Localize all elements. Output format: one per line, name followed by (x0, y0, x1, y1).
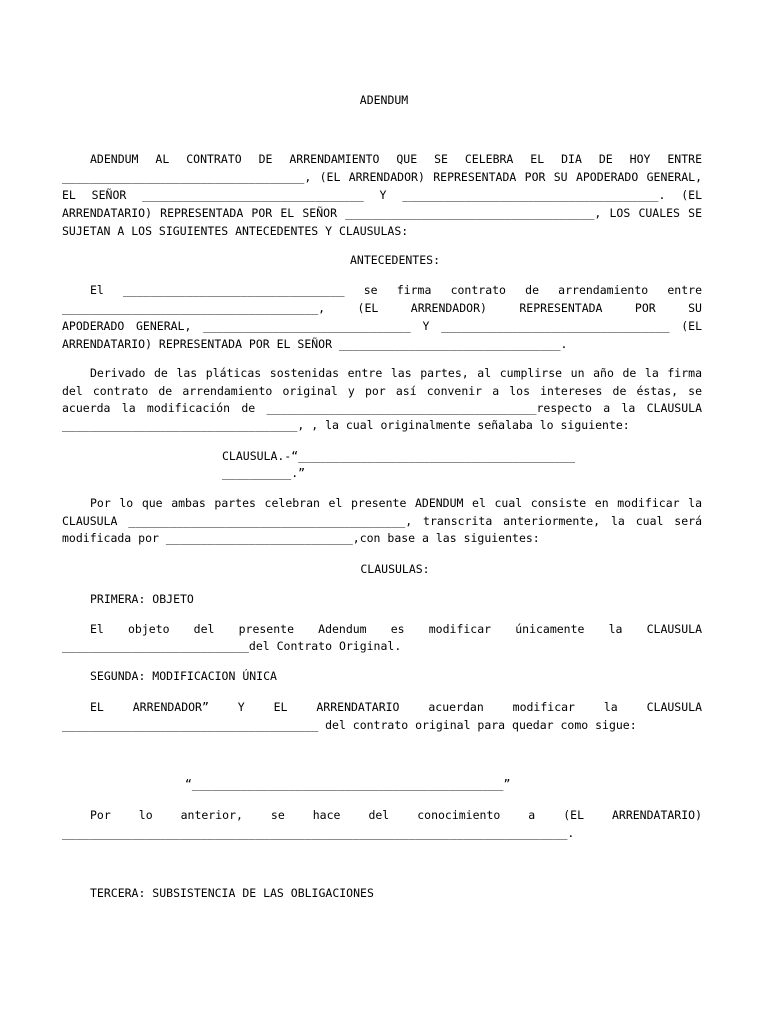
antecedentes-line: _____________________________________, (EL ARRENDADOR) REPRESENTADA POR SU (62, 301, 702, 315)
opening-line: ADENDUM AL CONTRATO DE ARRENDAMIENTO QUE SE CELEBRA EL DIA DE HOY ENTRE (90, 152, 702, 166)
opening-line: ARRENDATARIO) REPRESENTADA POR EL SEÑOR ____________________________________, LOS CUALES SE (62, 206, 702, 220)
derivado-line: Derivado de las pláticas sostenidas entre las partes, al cumplirse un año de la firma (90, 366, 702, 380)
derivado-line: acuerda la modificación de _______________________________________respecto a la CLAUSULA (62, 401, 702, 415)
derivado-line: __________________________________, , la cual originalmente señalaba lo siguiente: (62, 418, 630, 432)
opening-line: ___________________________________, (EL ARRENDADOR) REPRESENTADA POR SU APODERADO GENERAL, (62, 170, 702, 184)
segunda-line: EL ARRENDADOR” Y EL ARRENDATARIO acuerdan modificar la CLAUSULA (90, 700, 702, 714)
segunda-line: _____________________________________ del contrato original para quedar como sigue: (62, 718, 637, 732)
derivado-line: del contrato de arrendamiento original y por así convenir a los intereses de éstas, se (62, 384, 702, 398)
quoted-clause-line: CLAUSULA.-“________________________________________ (222, 449, 576, 463)
segunda-heading: SEGUNDA: MODIFICACION ÚNICA (90, 669, 277, 683)
primera-line: El objeto del presente Adendum es modificar únicamente la CLAUSULA (90, 622, 702, 636)
tercera-heading: TERCERA: SUBSISTENCIA DE LAS OBLIGACIONES (90, 886, 374, 900)
antecedentes-heading: ANTECEDENTES: (349, 253, 440, 267)
document-title: ADENDUM (359, 93, 409, 107)
antecedentes-line: ARRENDATARIO) REPRESENTADA POR EL SEÑOR ________________________________. (62, 337, 568, 351)
conocimiento-line: _________________________________________________________________________. (62, 826, 575, 840)
clausulas-heading: CLAUSULAS: (360, 562, 430, 576)
modification-line: CLAUSULA ________________________________________, transcrita anteriormente, la cual será (62, 514, 702, 528)
conocimiento-line: Por lo anterior, se hace del conocimiento a (EL ARRENDATARIO) (90, 808, 702, 822)
modification-line: modificada por ___________________________,con base a las siguientes: (62, 531, 540, 545)
new-clause-text: “_____________________________________________” (185, 777, 511, 791)
opening-line: SUJETAN A LOS SIGUIENTES ANTECEDENTES Y CLAUSULAS: (62, 224, 409, 238)
antecedentes-line: APODERADO GENERAL, ______________________________ Y _________________________________ (EL (62, 319, 702, 333)
primera-line: ___________________________del Contrato Original. (62, 639, 402, 653)
quoted-clause-line: __________.” (222, 466, 306, 480)
opening-line: EL SEÑOR ________________________________ Y _____________________________________. (EL (62, 188, 702, 202)
primera-heading: PRIMERA: OBJETO (90, 592, 194, 606)
antecedentes-line: El ________________________________ se firma contrato de arrendamiento entre (90, 283, 702, 297)
modification-line: Por lo que ambas partes celebran el presente ADENDUM el cual consiste en modificar la (90, 496, 702, 510)
